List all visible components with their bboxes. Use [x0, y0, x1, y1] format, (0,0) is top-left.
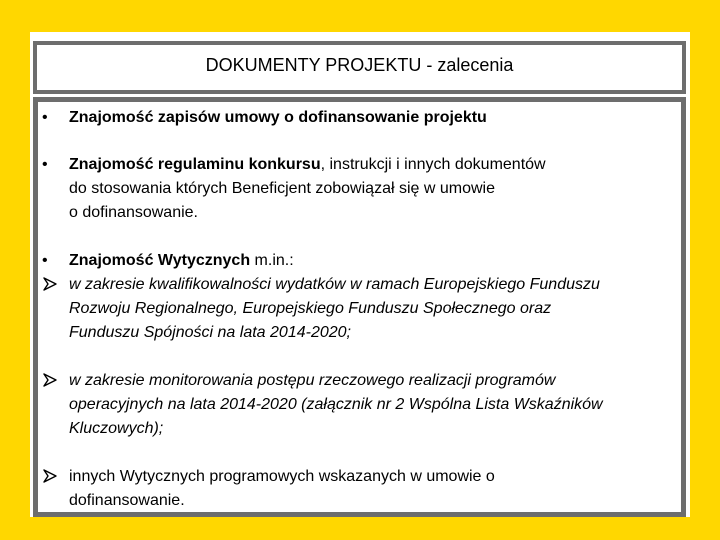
item-text: m.in.: — [250, 252, 294, 269]
bullet-icon: • — [42, 109, 48, 126]
arrow-bullet-icon — [42, 468, 58, 484]
sub-item-text: innych Wytycznych programowych wskazanych w umowie o — [69, 468, 495, 485]
item-text: do stosowania których Beneficjent zobowiązał się w umowie — [69, 180, 495, 197]
arrow-bullet-icon — [42, 372, 58, 388]
item-bold-text: Znajomość zapisów umowy o dofinansowanie projektu — [69, 109, 487, 126]
item-bold-text: Znajomość regulaminu konkursu — [69, 156, 321, 173]
sub-item-text: w zakresie monitorowania postępu rzeczowego realizacji programów — [69, 372, 556, 389]
item-text: , instrukcji i innych dokumentów — [320, 156, 546, 173]
arrow-bullet-icon — [42, 276, 58, 292]
item-text: o dofinansowanie. — [69, 204, 198, 221]
sub-item-text: dofinansowanie. — [69, 492, 185, 509]
item-bold-text: Znajomość Wytycznych — [69, 252, 251, 269]
sub-item-text: Rozwoju Regionalnego, Europejskiego Funduszu Społecznego oraz — [69, 300, 552, 317]
sub-item-text: operacyjnych na lata 2014-2020 (załącznik nr 2 Wspólna Lista Wskaźników — [69, 396, 603, 413]
bullet-icon: • — [42, 156, 48, 173]
page-title: DOKUMENTY PROJEKTU - zalecenia — [205, 55, 514, 75]
sub-item-text: Kluczowych); — [69, 420, 164, 437]
sub-item-text: Funduszu Spójności na lata 2014-2020; — [69, 324, 351, 341]
sub-item-text: w zakresie kwalifikowalności wydatków w ramach Europejskiego Funduszu — [69, 276, 600, 293]
bullet-icon: • — [42, 252, 48, 269]
title-box — [33, 41, 686, 94]
